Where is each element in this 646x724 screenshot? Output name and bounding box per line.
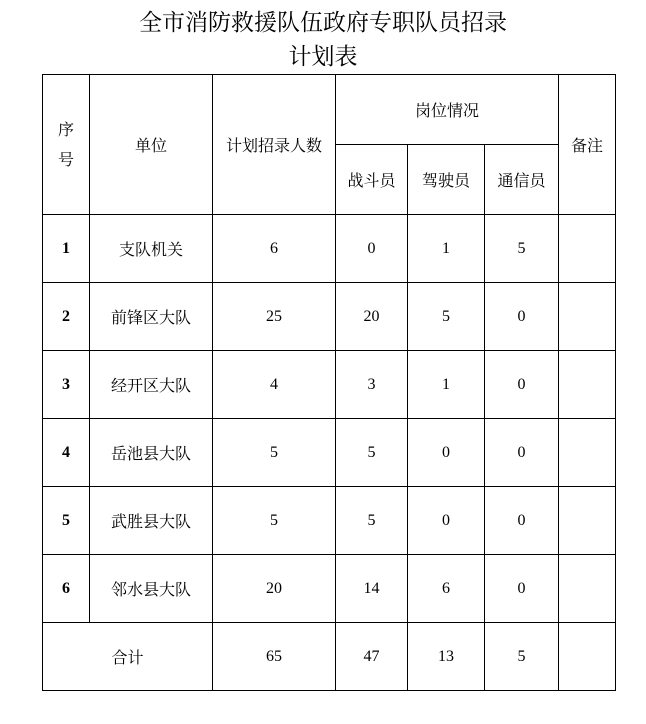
cell-comm: 0: [485, 555, 559, 623]
cell-seq: 3: [43, 351, 90, 419]
cell-driver: 6: [408, 555, 485, 623]
cell-driver: 0: [408, 487, 485, 555]
header-seq: [43, 75, 90, 215]
cell-remark: [559, 283, 616, 351]
cell-driver: 5: [408, 283, 485, 351]
cell-unit: 武胜县大队: [90, 487, 213, 555]
header-driver: 驾驶员: [408, 145, 485, 215]
total-comm: 5: [485, 623, 559, 691]
cell-planned: 5: [213, 487, 336, 555]
cell-remark: [559, 419, 616, 487]
cell-fighter: 5: [336, 487, 408, 555]
table-row: [43, 487, 616, 555]
cell-remark: [559, 555, 616, 623]
cell-fighter: 5: [336, 419, 408, 487]
header-remark: 备注: [559, 75, 616, 215]
cell-seq: 4: [43, 419, 90, 487]
cell-unit: 前锋区大队: [90, 283, 213, 351]
total-driver: 13: [408, 623, 485, 691]
cell-seq: 6: [43, 555, 90, 623]
cell-driver: 1: [408, 351, 485, 419]
cell-fighter: 3: [336, 351, 408, 419]
page-title: 全市消防救援队伍政府专职队员招录: [139, 10, 507, 36]
total-remark: [559, 623, 616, 691]
cell-remark: [559, 215, 616, 283]
header-positions: 岗位情况: [336, 75, 559, 145]
header-seq-line2: 号: [57, 149, 74, 169]
cell-unit: 邻水县大队: [90, 555, 213, 623]
total-row: [43, 623, 616, 691]
table-row: [43, 215, 616, 283]
cell-fighter: 0: [336, 215, 408, 283]
header-unit: 单位: [90, 75, 213, 215]
cell-seq: 5: [43, 487, 90, 555]
header-planned: 计划招录人数: [213, 75, 336, 215]
header-seq-line1: 序: [57, 119, 74, 139]
cell-fighter: 20: [336, 283, 408, 351]
cell-planned: 20: [213, 555, 336, 623]
table-row: [43, 555, 616, 623]
header-fighter: 战斗员: [336, 145, 408, 215]
total-planned: 65: [213, 623, 336, 691]
header-comm: 通信员: [485, 145, 559, 215]
recruitment-plan-table: [42, 74, 616, 691]
total-fighter: 47: [336, 623, 408, 691]
total-label: 合计: [43, 623, 213, 691]
cell-remark: [559, 487, 616, 555]
cell-driver: 1: [408, 215, 485, 283]
header-row: [43, 75, 616, 145]
cell-remark: [559, 351, 616, 419]
cell-fighter: 14: [336, 555, 408, 623]
cell-unit: 经开区大队: [90, 351, 213, 419]
page-subtitle: 计划表: [288, 44, 358, 70]
cell-planned: 5: [213, 419, 336, 487]
cell-comm: 5: [485, 215, 559, 283]
cell-planned: 4: [213, 351, 336, 419]
cell-seq: 2: [43, 283, 90, 351]
cell-planned: 25: [213, 283, 336, 351]
cell-unit: 岳池县大队: [90, 419, 213, 487]
table-row: [43, 283, 616, 351]
cell-driver: 0: [408, 419, 485, 487]
cell-seq: 1: [43, 215, 90, 283]
cell-comm: 0: [485, 487, 559, 555]
cell-comm: 0: [485, 283, 559, 351]
table-row: [43, 351, 616, 419]
table-row: [43, 419, 616, 487]
cell-comm: 0: [485, 351, 559, 419]
cell-unit: 支队机关: [90, 215, 213, 283]
cell-comm: 0: [485, 419, 559, 487]
cell-planned: 6: [213, 215, 336, 283]
